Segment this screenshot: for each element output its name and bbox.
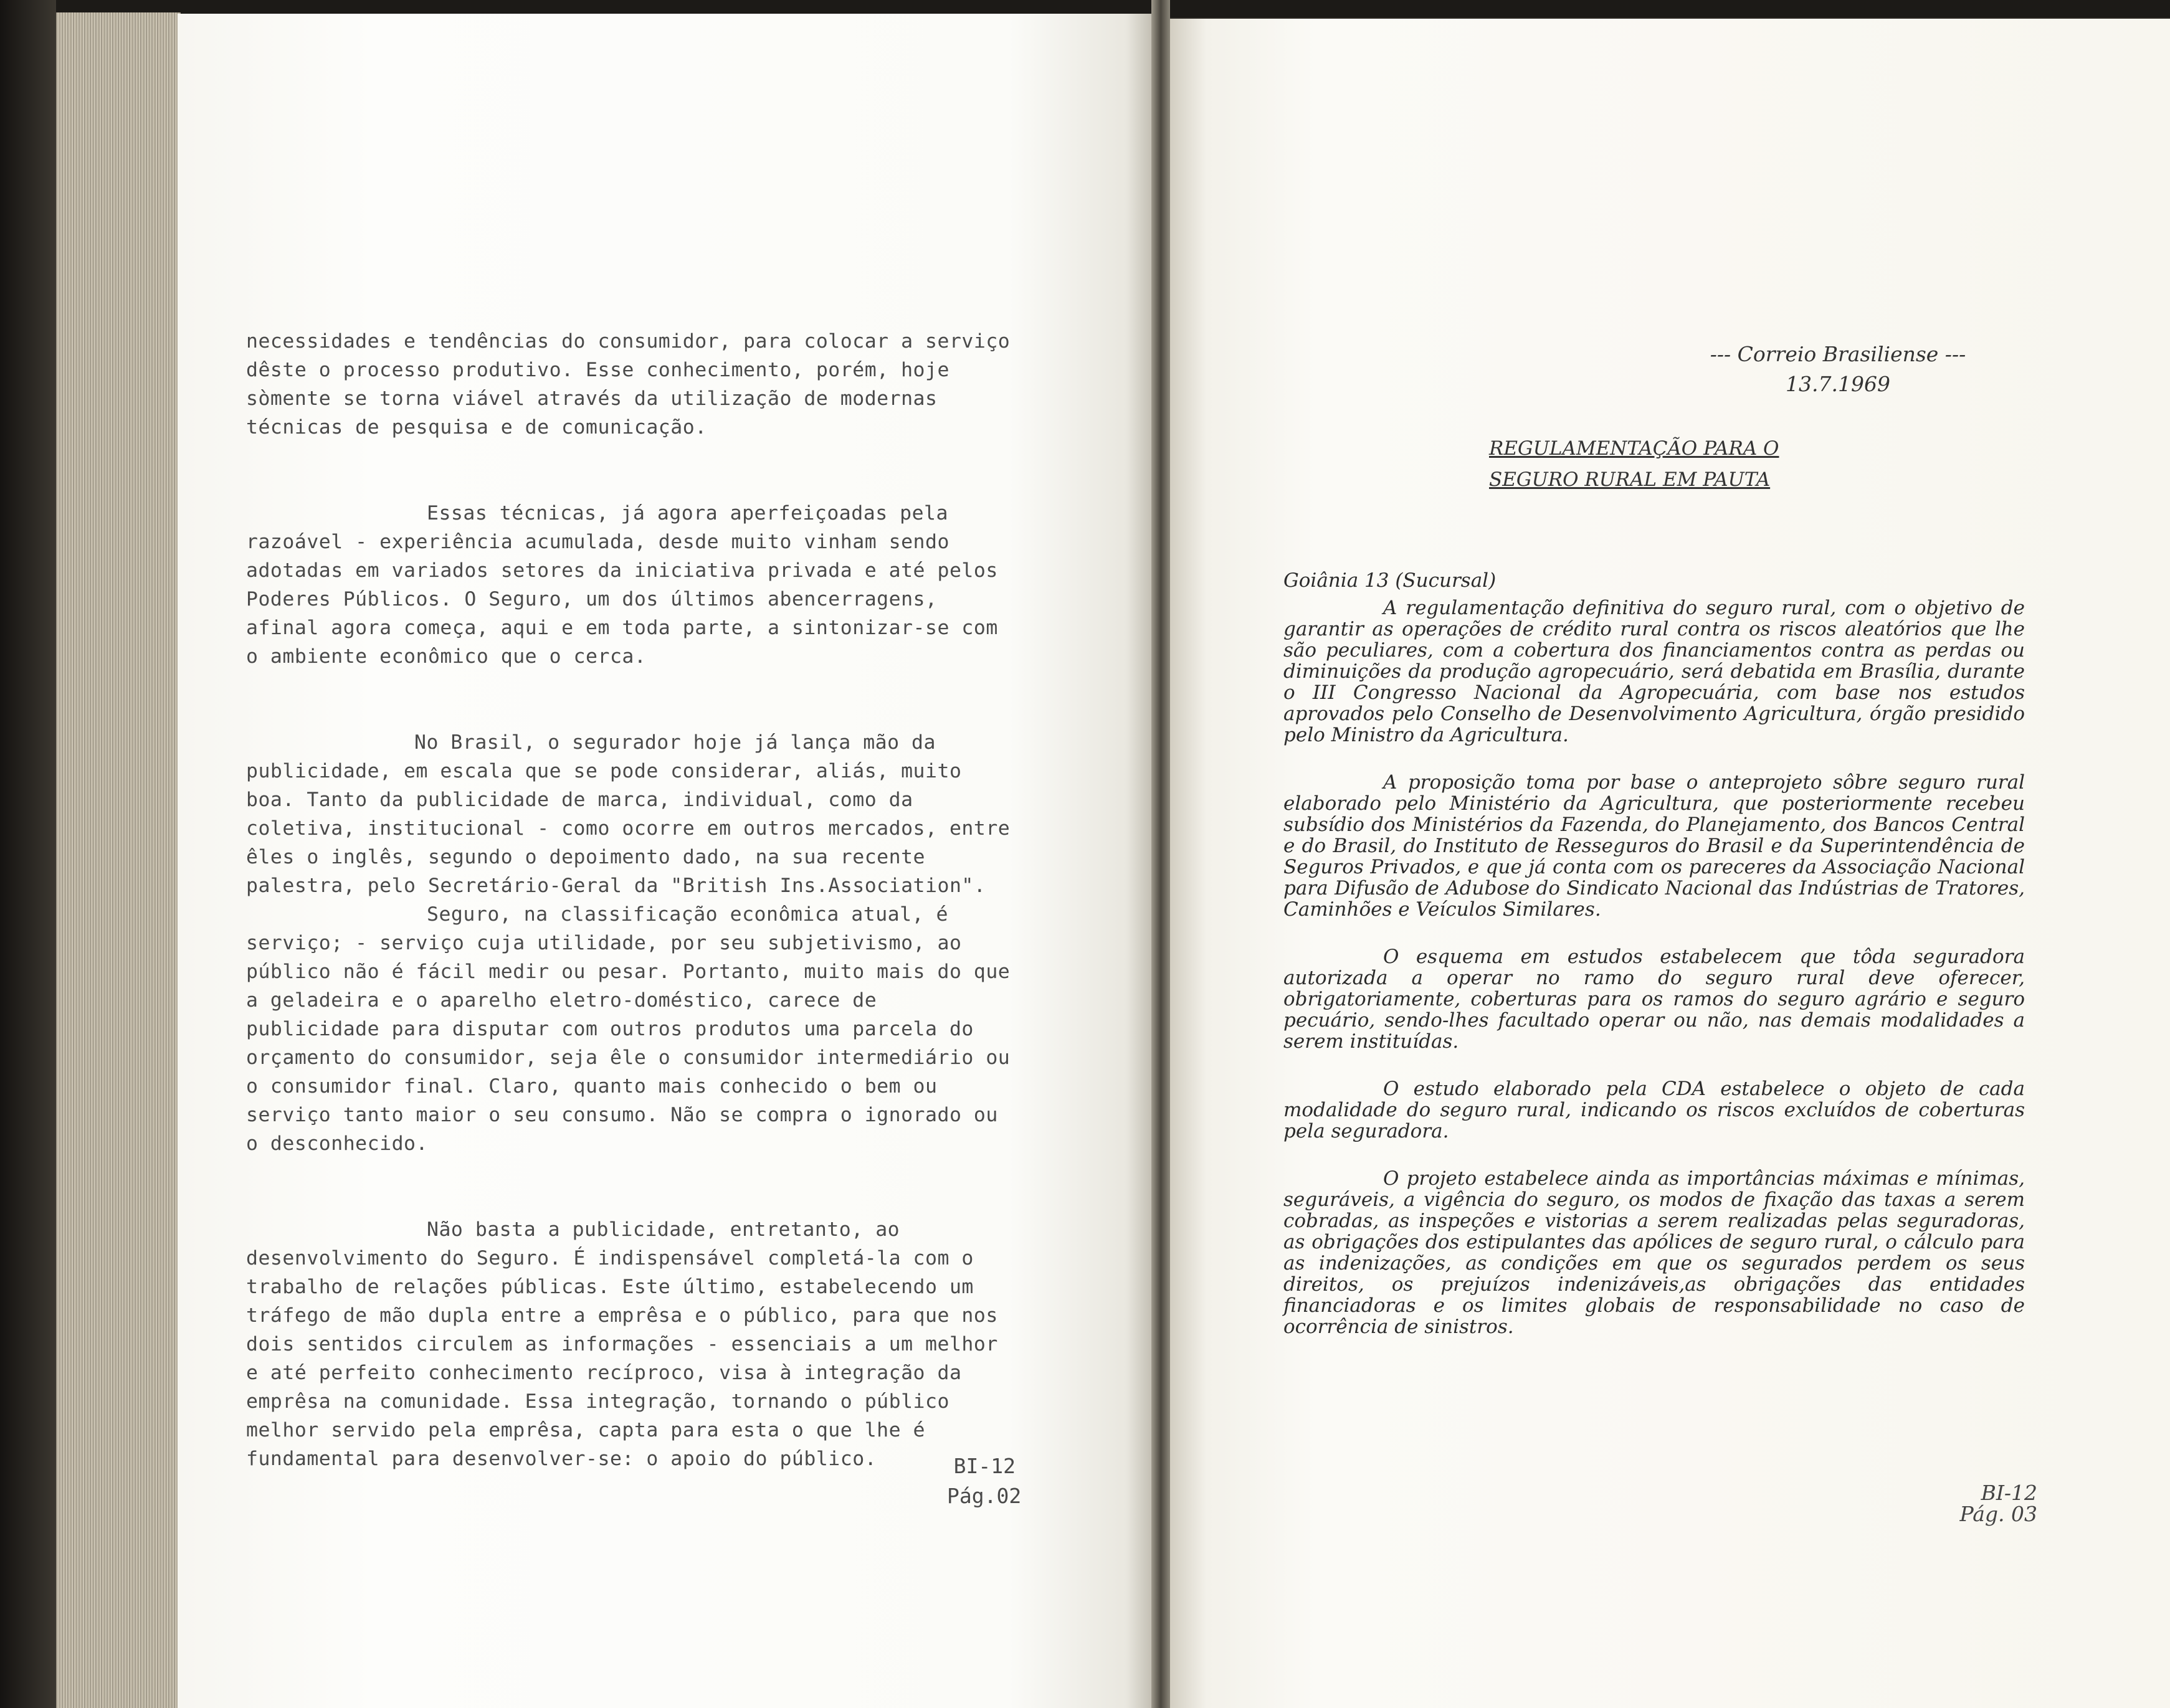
article-paragraph-3: O esquema em estudos estabelecem que tôda seguradora autorizada a operar no ramo do seguro rural deve oferecer, obrigatoriamente, coberturas para os ramos do seguro agrário e seguro pecuário, sendo-lhes facultado operar ou não, nas demais modalidades a serem instituídas. [1283,946,2025,1053]
article-source [1645,339,2031,399]
article-dateline: Goiânia 13 (Sucursal) [1283,569,1497,592]
article-title [1489,433,1801,495]
right-footer-code: BI-12 [1981,1481,2037,1505]
left-paragraph-4: Seguro, na classificação econômica atual, é serviço; - serviço cuja utilidade, por seu subjetivismo, ao público não é fácil medir ou pesar. Portanto, muito mais do que a geladeira e o aparelho eletro-doméstico, carece de publicidade para disputar com outros produtos uma parcela do orçamento do consumidor, seja êle o consumidor intermediário ou o consumidor final. Claro, quanto mais conhecido o bem ou serviço tanto maior o seu consumo. Não se compra o ignorado ou o desconhecido. [246,903,1011,1155]
article-date: 13.7.1969 [1786,372,1890,396]
article-paragraph-2: A proposição toma por base o anteprojeto sôbre seguro rural elaborado pelo Ministério da Agricultura, que posteriormente recebeu subsídio dos Ministérios da Fazenda, do Planejamento, dos Bancos Central e do Brasil, do Instituto de Resseguros do Brasil e da Superintendência de Seguros Privados, e que já conta com os pareceres da Associação Nacional para Difusão de Adubose do Sindicato Nacional das Indústrias de Tratores, Caminhões e Veículos Similares. [1283,771,2025,921]
left-paragraph-1: necessidades e tendências do consumidor, para colocar a serviço dêste o processo produtivo. Esse conhecimento, porém, hoje sòmente se torna viável através da utilização de modernas técnicas de pesquisa e de comunicação. [246,330,1011,439]
article-body [1283,570,2025,1364]
left-page-text [246,327,1012,1473]
article-paragraph-1: A regulamentação definitiva do seguro rural, com o objetivo de garantir as operações de crédito rural contra os riscos aleatórios que lhe são peculiares, com a cobertura dos financiamentos contra as perdas ou diminuições da produção agropecuário, será debatida em Brasília, durante o III Congresso Nacional da Agropecuária, com base nos estudos aprovados pelo Conselho de Desenvolvimento Agricultura, órgão presidido pelo Ministro da Agricultura. [1283,597,2025,746]
left-footer-code: BI-12 [953,1454,1016,1478]
article-paragraph-4: O estudo elaborado pela CDA estabelece o objeto de cada modalidade do seguro rural, indicando os riscos excluídos de coberturas pela seguradora. [1283,1078,2025,1142]
left-paragraph-3: No Brasil, o segurador hoje já lança mão da publicidade, em escala que se pode considerar, aliás, muito boa. Tanto da publicidade de marca, individual, como da coletiva, institucional - como ocorre em outros mercados, entre êles o inglês, segundo o depoimento dado, na sua recente palestra, pelo Secretário-Geral da "British Ins.Association". [246,731,1011,897]
left-footer-page-number: Pág.02 [947,1484,1022,1508]
left-paragraph-5: Não basta a publicidade, entretanto, ao desenvolvimento do Seguro. É indispensável completá-la com o trabalho de relações públicas. Este último, estabelecendo um tráfego de mão dupla entre a emprêsa e o público, para que nos dois sentidos circulem as informações - essenciais a um melhor e até perfeito conhecimento recíproco, visa à integração da emprêsa na comunidade. Essa integração, tornando o público melhor servido pela emprêsa, capta para esta o que lhe é fundamental para desenvolver-se: o apoio do público. [246,1218,998,1470]
right-footer-page-number: Pág. 03 [1959,1502,2037,1526]
left-paragraph-2: Essas técnicas, já agora aperfeiçoadas pela razoável - experiência acumulada, desde muito vinham sendo adotadas em variados setores da iniciativa privada e até pelos Poderes Públicos. O Seguro, um dos últimos abencerragens, afinal agora começa, aqui e em toda parte, a sintonizar-se com o ambiente econômico que o cerca. [246,502,998,668]
newspaper-name: --- Correio Brasiliense --- [1710,342,1966,366]
right-page-footer [1944,1483,2037,1525]
article-paragraph-5: O projeto estabelece ainda as importâncias máximas e mínimas, seguráveis, a vigência do seguro, os modos de fixação das taxas a serem cobradas, as inspeções e vistorias a serem realizadas pelas seguradoras, as obrigações dos estipulantes das apólices de seguro rural, o cálculo para as indenizações, as condições em que os segurados perdem os seus direitos, os prejuízos indenizáveis,as obrigações das entidades financiadoras e os limites globais de responsabilidade no caso de ocorrência de sinistros. [1283,1167,2025,1338]
article-title-line-2: SEGURO RURAL EM PAUTA [1489,468,1771,491]
left-page-footer [947,1451,1022,1511]
book-gutter [1151,0,1170,1708]
article-title-line-1: REGULAMENTAÇÃO PARA O [1489,437,1779,460]
book-cover-edge [0,0,56,1708]
